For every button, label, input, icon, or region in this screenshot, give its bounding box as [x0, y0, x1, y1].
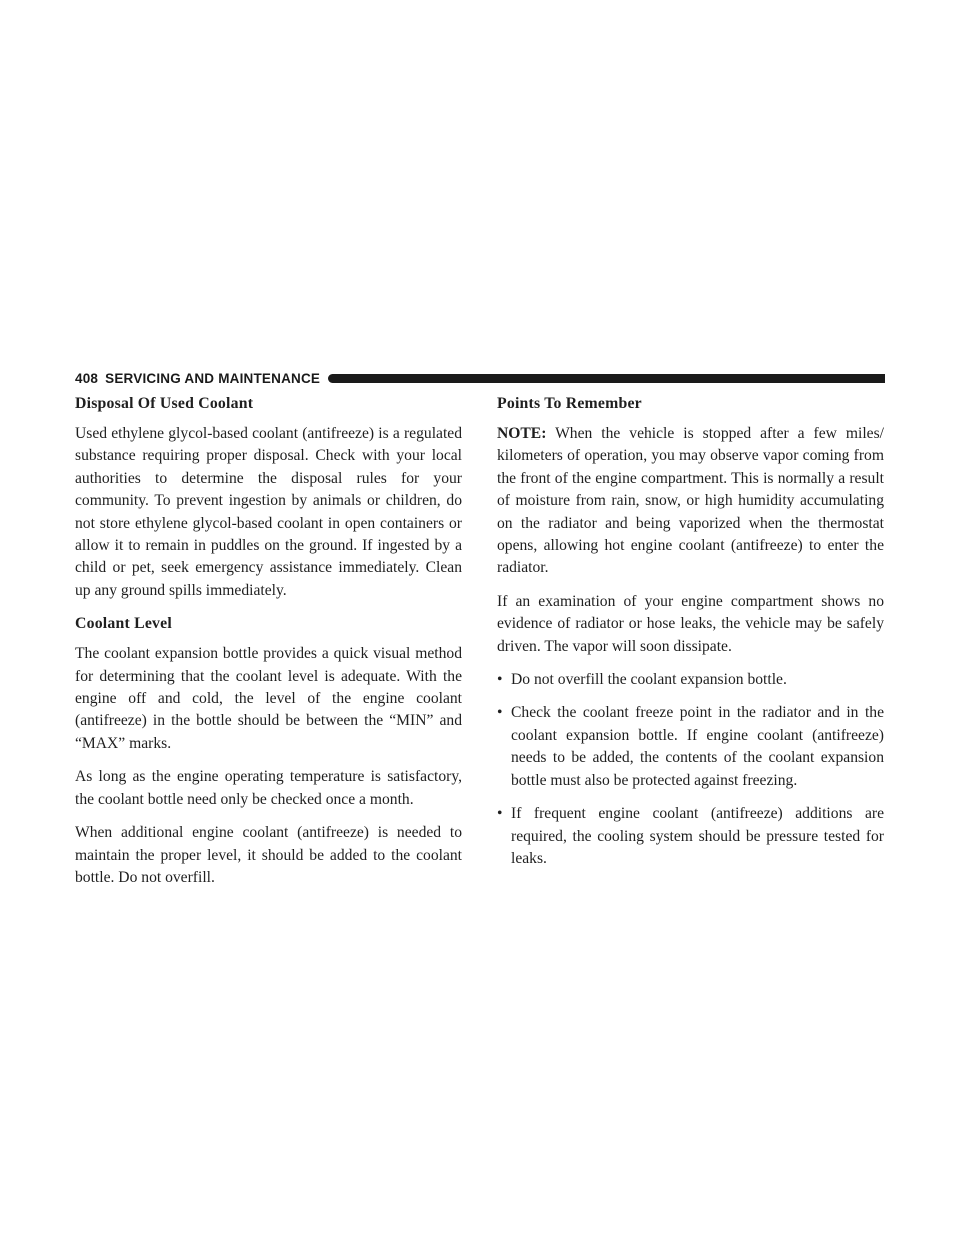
bullet-text: If frequent engine coolant (antifreeze) additions are required, the cooling system should be pressure tested for leaks. [511, 805, 884, 867]
points-heading: Points To Remember [497, 395, 642, 412]
header-rule [328, 374, 885, 383]
coolant-level-paragraph: When additional engine coolant (antifreeze) is needed to maintain the proper level, it should be added to the coolant bottle. Do not overfill. [75, 824, 462, 886]
page-header [75, 370, 885, 386]
note-label: NOTE: [497, 425, 547, 442]
disposal-heading: Disposal Of Used Coolant [75, 395, 254, 412]
disposal-section [75, 393, 462, 602]
points-paragraph: If an examination of your engine compartment shows no evidence of radiator or hose leaks, the vehicle may be safely driven. The vapor will soon dissipate. [497, 592, 884, 655]
points-section [497, 393, 884, 870]
bullet-list [497, 669, 884, 870]
bullet-icon: • [497, 704, 503, 722]
left-column [75, 393, 462, 900]
bullet-item [497, 702, 884, 792]
section-title: SERVICING AND MAINTENANCE [105, 370, 321, 386]
note-text: When the vehicle is stopped after a few miles/ kilometers of operation, you may observe vapor coming from the front of the engine compartment. This is normally a result of moisture from rain, snow, or high humidity accumulating on the radiator and being vaporized when the thermostat opens, allowing hot engine coolant (antifreeze) to enter the radiator. [497, 425, 884, 577]
coolant-level-paragraph: As long as the engine operating temperature is satisfactory, the coolant bottle need only be checked once a month. [75, 768, 462, 808]
bullet-text: Check the coolant freeze point in the radiator and in the coolant expansion bottle. If engine coolant (antifreeze) needs to be added, the contents of the coolant expansion bottle must also be protected against freezing. [511, 704, 884, 789]
bullet-text: Do not overfill the coolant expansion bottle. [511, 671, 787, 689]
coolant-level-section [75, 613, 462, 889]
page-number: 408 [75, 370, 99, 386]
coolant-level-paragraph: The coolant expansion bottle provides a quick visual method for determining that the coolant level is adequate. With the engine off and cold, the level of the engine coolant (antifreeze) in the bottle should be between the “MIN” and “MAX” marks. [75, 645, 462, 752]
right-column [497, 393, 884, 881]
bullet-item [497, 803, 884, 870]
disposal-paragraph: Used ethylene glycol-based coolant (antifreeze) is a regulated substance requiring proper disposal. Check with your local authorities to determine the disposal rules for your community. To prevent ingestion by animals or children, do not store ethylene glycol-based coolant in open containers or allow it to remain in puddles on the ground. If ingested by a child or pet, seek emergency assistance immediately. Clean up any ground spills immediately. [75, 425, 462, 599]
bullet-icon: • [497, 805, 503, 823]
bullet-icon: • [497, 671, 503, 689]
note-paragraph [497, 423, 884, 580]
bullet-item [497, 669, 884, 691]
coolant-level-heading: Coolant Level [75, 615, 172, 633]
